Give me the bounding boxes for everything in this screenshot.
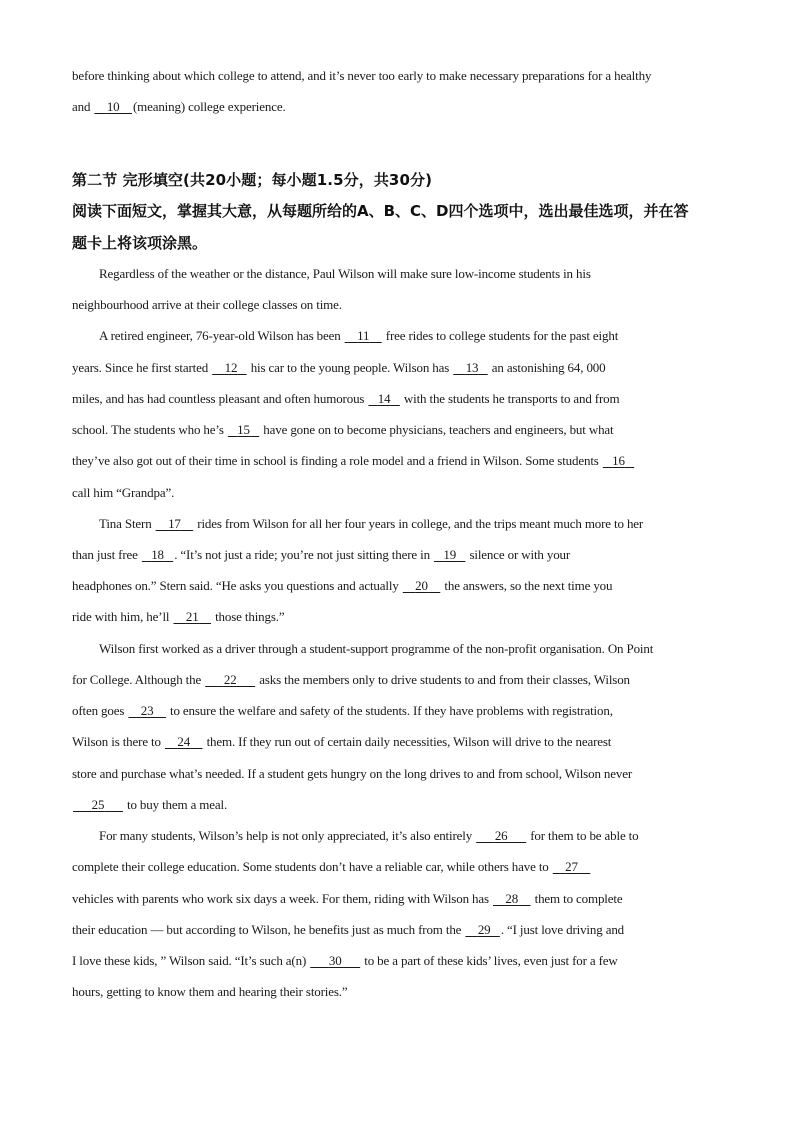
text-line: I love these kids, ” Wilson said. “It’s such a(n) 30 to be a part of these kids’ lives, even just for a few [72, 953, 618, 968]
blank-28: 28 [505, 891, 519, 906]
blank-16: 16 [612, 453, 625, 468]
blank-11: 11 [357, 328, 370, 343]
blank-15: 15 [237, 422, 250, 437]
text-line: they’ve also got out of their time in school is finding a role model and a friend in Wilson. Some students 16 [72, 453, 635, 469]
blank-18: 18 [151, 547, 164, 562]
blank-24: 24 [177, 734, 191, 749]
text-line: Wilson first worked as a driver through a student-support programme of the non-profit organisation. On Point [99, 641, 654, 656]
blank-30: 30 [328, 953, 342, 968]
blank-19: 19 [443, 547, 457, 562]
blank-22: 22 [223, 672, 237, 687]
text-line: complete their college education. Some students don’t have a reliable car, while others have to 27 [72, 859, 591, 875]
blank-26: 26 [494, 828, 508, 843]
line-text: and [72, 99, 94, 114]
text-line: headphones on.” Stern said. “He asks you questions and actually 20 the answers, so the next time you [72, 578, 613, 593]
text-line: than just free 18 . “It’s not just a ride; you’re not just sitting there in 19 silence or with your [72, 547, 571, 562]
text-line: Tina Stern 17 rides from Wilson for all her four years in college, and the trips meant much more to her [99, 516, 644, 531]
text-line: vehicles with parents who work six days a week. For them, riding with Wilson has 28 them to complete [72, 891, 623, 906]
text-line: Regardless of the weather or the distance, Paul Wilson will make sure low-income students in his [99, 266, 591, 281]
section-instructions-cont: 题卡上将该项涂黑。 [72, 234, 208, 252]
blank-29: 29 [477, 922, 491, 937]
text-line: call him “Grandpa”. [72, 485, 175, 500]
text-line: neighbourhood arrive at their college classes on time. [72, 297, 342, 312]
blank-13: 13 [465, 360, 479, 375]
text-line: miles, and has had countless pleasant and often humorous 14 with the students he transports to and from [72, 391, 620, 406]
line-text: before thinking about which college to attend, and it’s never too early to make necessary preparations for a healthy [72, 68, 652, 83]
blank-12: 12 [224, 360, 238, 375]
text-line: for College. Although the 22 asks the members only to drive students to and from their classes, Wilson [72, 672, 630, 687]
section-instructions: 阅读下面短文，掌握其大意，从每题所给的A、B、C、D四个选项中，选出最佳选项，并在答 [72, 202, 689, 220]
text-line: school. The students who he’s 15 have gone on to become physicians, teachers and engineers, but what [72, 422, 614, 437]
text-line: 25 to buy them a meal. [72, 797, 227, 813]
section-title: 第二节 完形填空(共20小题；每小题1.5分，共30分) [72, 171, 433, 189]
text-line [72, 68, 651, 84]
text-line: For many students, Wilson’s help is not only appreciated, it’s also entirely 26 for them to be able to [99, 828, 639, 843]
text-line: store and purchase what’s needed. If a student gets hungry on the long drives to and from school, Wilson never [72, 766, 633, 781]
text-line: A retired engineer, 76-year-old Wilson has been 11 free rides to college students for the past eight [99, 328, 619, 343]
blank-25: 25 [91, 797, 105, 812]
text-line: their education — but according to Wilson, he benefits just as much from the 29 . “I just love driving and [72, 922, 625, 937]
blank-20: 20 [415, 578, 428, 593]
blank-17: 17 [168, 516, 181, 531]
text-line: ride with him, he’ll 21 those things.” [72, 609, 285, 624]
blank-23: 23 [140, 703, 154, 718]
text-line: hours, getting to know them and hearing their stories.” [72, 984, 348, 999]
blank-14: 14 [377, 391, 391, 406]
line-text: (meaning) college experience. [132, 99, 286, 114]
blank-21: 21 [185, 609, 199, 624]
text-line [72, 99, 286, 115]
text-line: years. Since he first started 12 his car to the young people. Wilson has 13 an astonishing 64, 000 [72, 360, 606, 375]
text-line: often goes 23 to ensure the welfare and safety of the students. If they have problems with registration, [72, 703, 613, 718]
blank-27: 27 [565, 859, 578, 874]
text-line: Wilson is there to 24 them. If they run out of certain daily necessities, Wilson will drive to the nearest [72, 734, 612, 749]
blank-10: 10 [106, 99, 120, 114]
